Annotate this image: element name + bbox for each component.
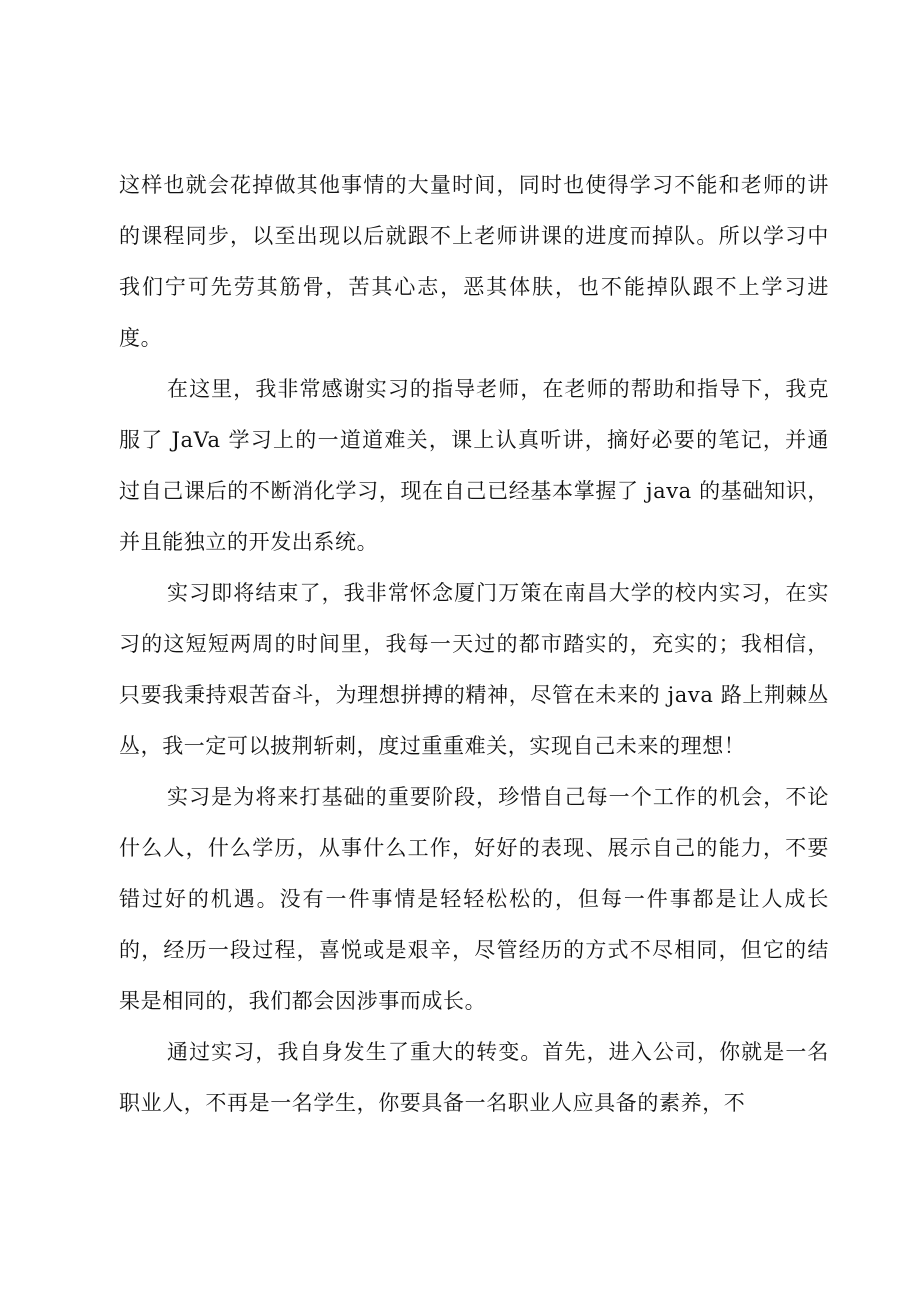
paragraph-continuation: 这样也就会花掉做其他事情的大量时间，同时也使得学习不能和老师的讲的课程同步，以至出现以后就跟不上老师讲课的进度而掉队。所以学习中我们宁可先劳其筋骨，苦其心志，恶其体肤，也不能掉队跟不上学习进度。 xyxy=(119,173,829,350)
paragraph-personal-change: 通过实习，我自身发生了重大的转变。首先，进入公司，你就是一名职业人，不再是一名学生，你要具备一名职业人应具备的素养，不 xyxy=(119,1040,829,1115)
document-body xyxy=(119,160,829,1129)
paragraph-internship-ending: 实习即将结束了，我非常怀念厦门万策在南昌大学的校内实习，在实习的这短短两周的时间里，我每一天过的都市踏实的，充实的；我相信，只要我秉持艰苦奋斗，为理想拼搏的精神，尽管在未来的 java 路上荆棘丛丛，我一定可以披荆斩刺，度过重重难关，实现自己未来的理想！ xyxy=(119,581,829,758)
paragraph-internship-importance: 实习是为将来打基础的重要阶段，珍惜自己每一个工作的机会，不论什么人，什么学历，从事什么工作，好好的表现、展示自己的能力，不要错过好的机遇。没有一件事情是轻轻松松的，但每一件事都是让人成长的，经历一段过程，喜悦或是艰辛，尽管经历的方式不尽相同，但它的结果是相同的，我们都会因涉事而成长。 xyxy=(119,785,829,1013)
paragraph-thanks-teacher: 在这里，我非常感谢实习的指导老师，在老师的帮助和指导下，我克服了 JaVa 学习上的一道道难关，课上认真听讲，摘好必要的笔记，并通过自己课后的不断消化学习，现在自己已经基本掌握了 java 的基础知识，并且能独立的开发出系统。 xyxy=(119,377,829,554)
